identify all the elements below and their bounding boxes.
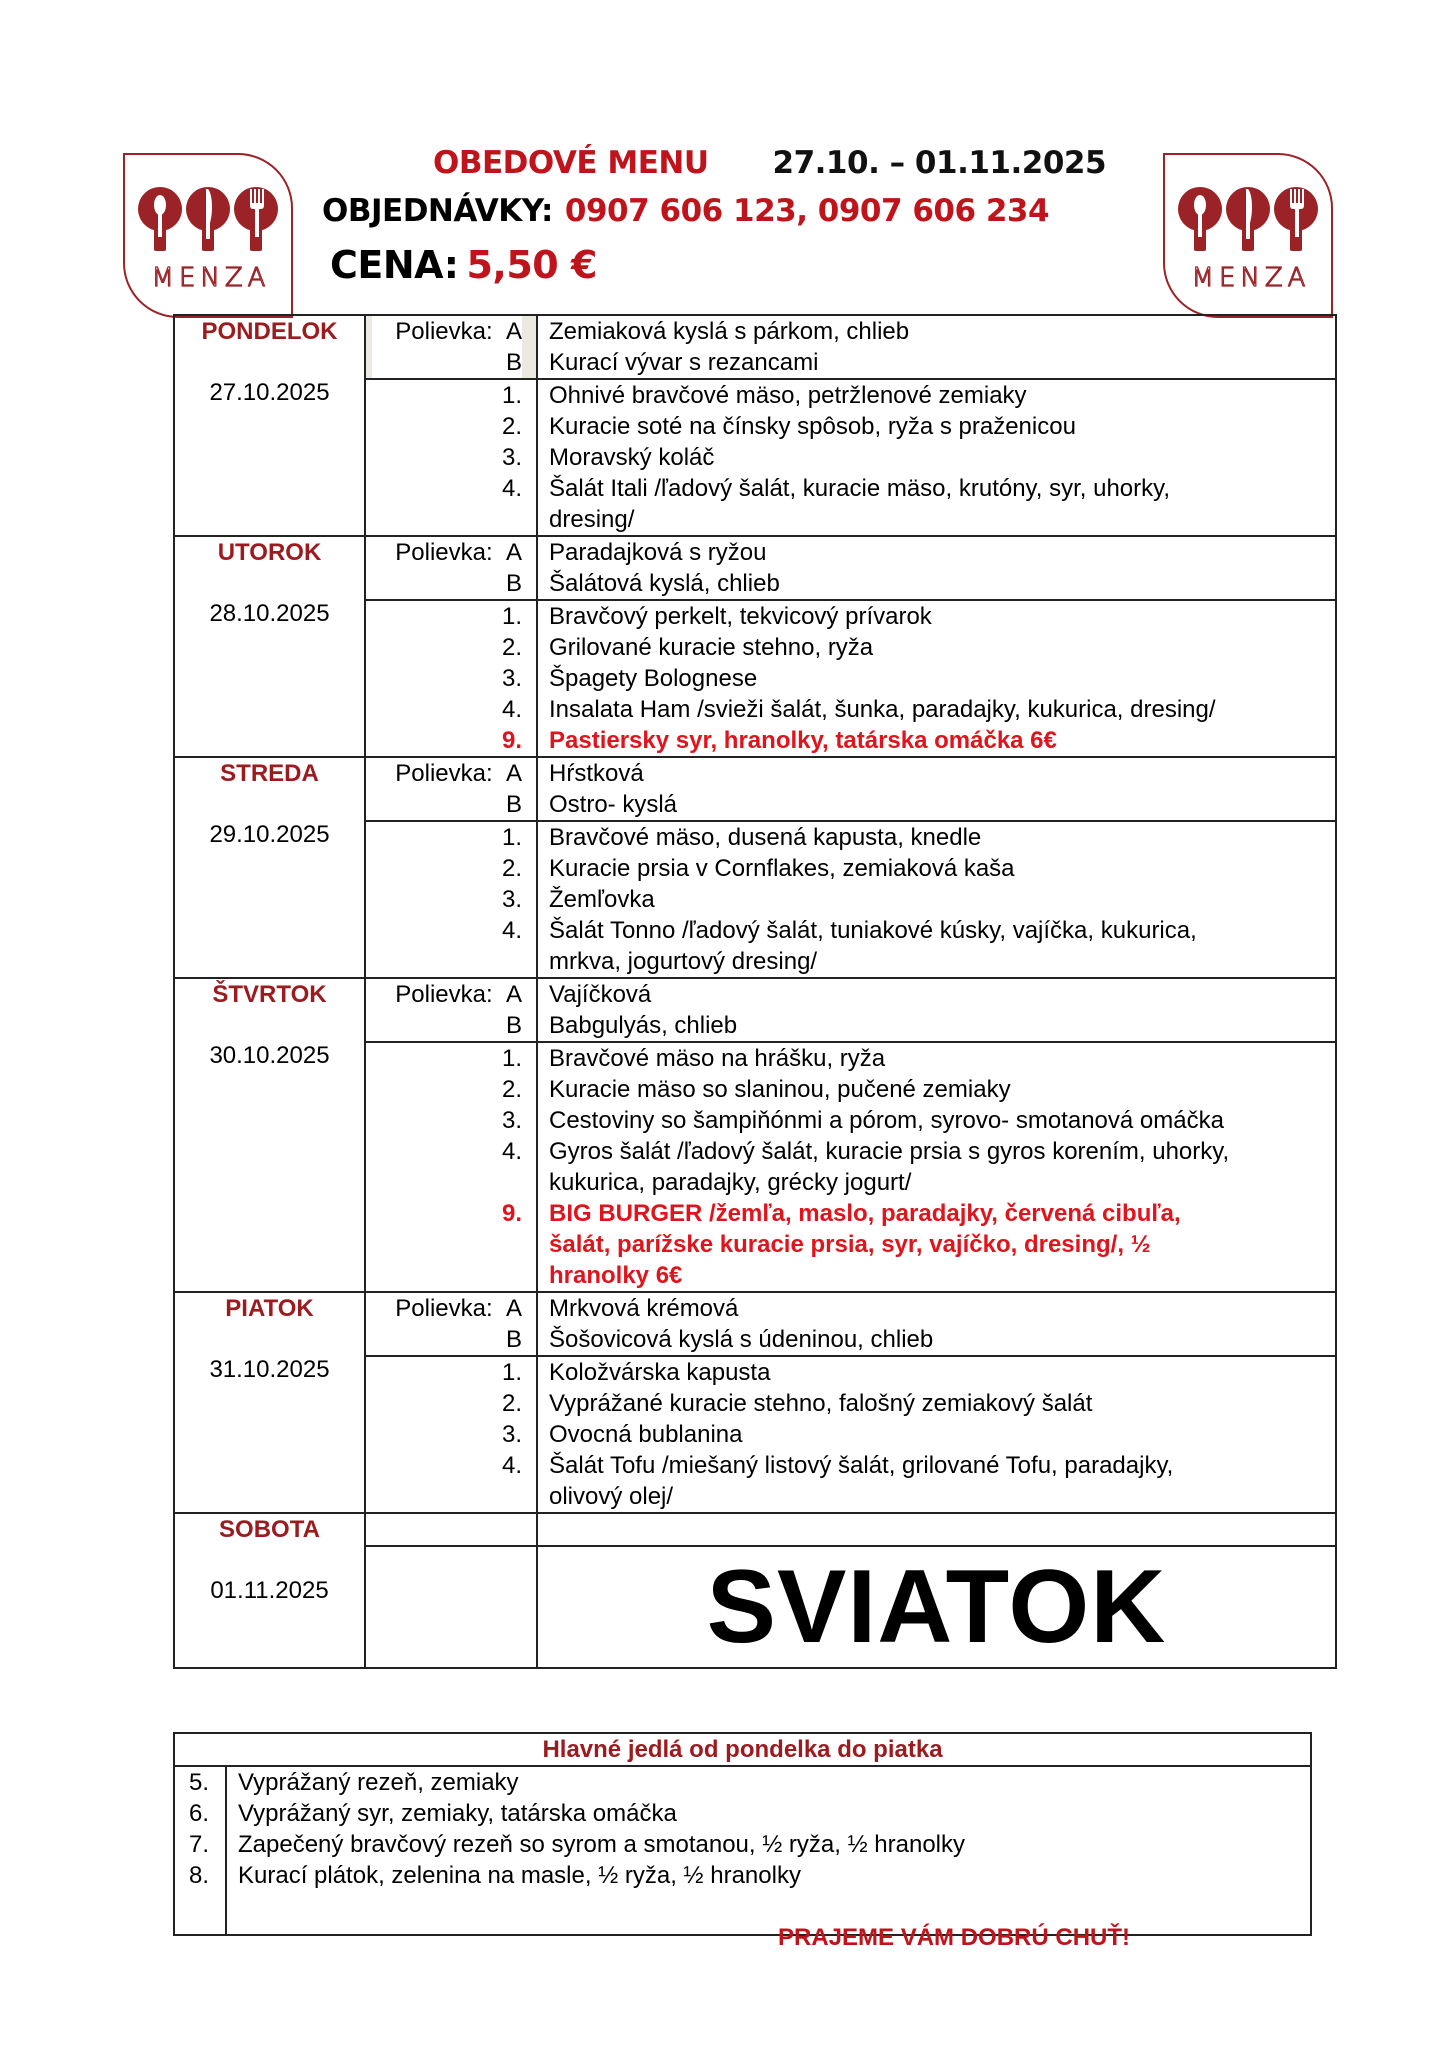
soup-description: Šalátová kyslá, chlieb (549, 570, 780, 597)
meal-number: 2. (501, 855, 522, 882)
meal-number: 9. (501, 1200, 522, 1227)
soup-code-line (366, 979, 536, 1010)
soup-description: Kurací vývar s rezancami (549, 349, 819, 376)
spacer (366, 1167, 536, 1198)
soup-label: Polievka: (395, 760, 493, 787)
item-description: Kurací plátok, zelenina na masle, ½ ryža, ½ hranolky (238, 1862, 801, 1889)
soup-code: A (505, 318, 522, 345)
day-name: UTOROK (217, 539, 322, 566)
meal-numbers (365, 821, 537, 978)
day-name: PIATOK (225, 1295, 314, 1322)
special-meal-line: BIG BURGER /žemľa, maslo, paradajky, červená cibuľa, (549, 1200, 1181, 1227)
day-date: 01.11.2025 (210, 1577, 329, 1604)
meal-line: olivový olej/ (549, 1483, 674, 1510)
meal-number: 2. (501, 634, 522, 661)
meal-line: dresing/ (549, 506, 635, 533)
soup-code: B (505, 1326, 522, 1353)
menu-title-text: OBEDOVÉ MENU (433, 145, 709, 181)
meal-numbers (365, 1042, 537, 1292)
meal-number: 3. (501, 886, 522, 913)
soup-code-line (366, 537, 536, 568)
meal-line: Koložvárska kapusta (549, 1359, 771, 1386)
soup-description: Zemiaková kyslá s párkom, chlieb (549, 318, 910, 345)
soup-code-line (366, 316, 536, 347)
meal-number: 1. (501, 1045, 522, 1072)
soup-description: Vajíčková (549, 981, 652, 1008)
day-date: 27.10.2025 (209, 379, 330, 406)
spacer (366, 1260, 536, 1291)
meal-descriptions (537, 379, 1336, 536)
item-description: Vyprážaný rezeň, zemiaky (238, 1769, 519, 1796)
menu-date-range: 27.10. – 01.11.2025 (772, 145, 1107, 181)
item-number: 6. (189, 1800, 210, 1827)
soup-descriptions (537, 978, 1336, 1042)
day-date: 29.10.2025 (209, 821, 330, 848)
special-meal-line: hranolky 6€ (549, 1262, 683, 1289)
item-number: 8. (189, 1862, 210, 1889)
meal-line: Šalát Itali /ľadový šalát, kuracie mäso, krutóny, syr, uhorky, (549, 475, 1171, 502)
item-number: 7. (189, 1831, 210, 1858)
day-cell (174, 315, 365, 536)
meal-line: Ovocná bublanina (549, 1421, 743, 1448)
meal-line: Moravský koláč (549, 444, 715, 471)
meal-numbers (365, 600, 537, 757)
day-cell (174, 978, 365, 1292)
soup-code-line (366, 568, 536, 599)
meal-number: 9. (501, 727, 522, 754)
meal-number: 4. (501, 696, 522, 723)
meal-descriptions (537, 600, 1336, 757)
soup-code: B (505, 349, 522, 376)
price-label: CENA: (330, 243, 459, 287)
soup-code-line (366, 758, 536, 789)
meal-numbers (365, 1356, 537, 1513)
day-date: 31.10.2025 (209, 1356, 330, 1383)
logo-wordmark: MENZA (151, 263, 271, 293)
meal-number: 1. (501, 824, 522, 851)
meal-number: 2. (501, 1390, 522, 1417)
item-description: Zapečený bravčový rezeň so syrom a smotanou, ½ ryža, ½ hranolky (238, 1831, 965, 1858)
soup-code: A (505, 760, 522, 787)
meal-number: 3. (501, 665, 522, 692)
soup-code-line (366, 1324, 536, 1355)
orders-label: OBJEDNÁVKY: (322, 193, 553, 229)
day-cell (174, 536, 365, 757)
meal-line: Bravčové mäso, dusená kapusta, knedle (549, 824, 982, 851)
meal-descriptions (537, 1042, 1336, 1292)
weekday-mains-table (173, 1732, 1312, 1936)
meal-line: Bravčový perkelt, tekvicový prívarok (549, 603, 932, 630)
soup-codes (365, 1292, 537, 1356)
soup-label: Polievka: (395, 981, 493, 1008)
meal-line: Bravčové mäso na hrášku, ryža (549, 1045, 886, 1072)
soup-label: Polievka: (395, 318, 493, 345)
meal-line: Kuracie soté na čínsky spôsob, ryža s praženicou (549, 413, 1076, 440)
meal-line: Šalát Tonno /ľadový šalát, tuniakové kúsky, vajíčka, kukurica, (549, 917, 1197, 944)
soup-code-line (366, 789, 536, 820)
meal-number: 2. (501, 1076, 522, 1103)
soup-code-line (366, 1293, 536, 1324)
price-value: 5,50 € (466, 243, 597, 287)
meal-line: mrkva, jogurtový dresing/ (549, 948, 818, 975)
menu-title (433, 145, 1106, 181)
price-line (330, 243, 597, 287)
day-name: STREDA (220, 760, 319, 787)
meal-number: 2. (501, 413, 522, 440)
soup-code: B (505, 570, 522, 597)
soup-descriptions (537, 1292, 1336, 1356)
orders-line (322, 193, 1049, 229)
meal-line: Šalát Tofu /miešaný listový šalát, grilované Tofu, paradajky, (549, 1452, 1174, 1479)
day-cell (174, 1513, 365, 1668)
meal-descriptions (537, 821, 1336, 978)
empty-cell (365, 1546, 537, 1668)
cutlery-icon (137, 183, 281, 255)
soup-codes (365, 978, 537, 1042)
meal-number: 3. (501, 1107, 522, 1134)
soup-description: Ostro- kyslá (549, 791, 678, 818)
day-cell (174, 1292, 365, 1513)
meal-line: Ohnivé bravčové mäso, petržlenové zemiaky (549, 382, 1027, 409)
soup-descriptions (537, 315, 1336, 379)
meal-number: 3. (501, 444, 522, 471)
day-date: 30.10.2025 (209, 1042, 330, 1069)
spacer (366, 1229, 536, 1260)
soup-descriptions (537, 536, 1336, 600)
day-soup-row (174, 757, 1336, 821)
meal-number: 1. (501, 382, 522, 409)
soup-label: Polievka: (395, 539, 493, 566)
meal-line: Gyros šalát /ľadový šalát, kuracie prsia s gyros korením, uhorky, (549, 1138, 1230, 1165)
soup-codes (365, 757, 537, 821)
meal-line: kukurica, paradajky, grécky jogurt/ (549, 1169, 912, 1196)
logo-wordmark: MENZA (1191, 263, 1311, 293)
day-cell (174, 757, 365, 978)
cutlery-icon (1177, 183, 1321, 255)
day-date: 28.10.2025 (209, 600, 330, 627)
empty-cell (537, 1513, 1336, 1546)
day-soup-row (174, 315, 1336, 379)
weekday-mains-title: Hlavné jedlá od pondelka do piatka (174, 1733, 1311, 1766)
meal-line: Žemľovka (549, 886, 655, 913)
soup-code-line (366, 347, 536, 378)
soup-code: A (505, 1295, 522, 1322)
soup-description: Šošovicová kyslá s údeninou, chlieb (549, 1326, 934, 1353)
spacer (366, 504, 536, 535)
soup-description: Hŕstková (549, 760, 644, 787)
menza-logo-left (123, 153, 293, 318)
day-name: ŠTVRTOK (212, 981, 327, 1008)
item-description: Vyprážaný syr, zemiaky, tatárska omáčka (238, 1800, 677, 1827)
meal-number: 4. (501, 1138, 522, 1165)
soup-description: Mrkvová krémová (549, 1295, 739, 1322)
meal-line: Kuracie prsia v Cornflakes, zemiaková kaša (549, 855, 1015, 882)
soup-code: A (505, 539, 522, 566)
weekly-menu-table (173, 314, 1337, 1669)
saturday-row (174, 1513, 1336, 1546)
special-meal-line: šalát, parížske kuracie prsia, syr, vajíčko, dresing/, ½ (549, 1231, 1151, 1258)
spacer (366, 946, 536, 977)
soup-descriptions (537, 757, 1336, 821)
meal-line: Cestoviny so šampiňónmi a pórom, syrovo- smotanová omáčka (549, 1107, 1224, 1134)
soup-code: B (505, 791, 522, 818)
spacer (366, 1481, 536, 1512)
footer-greeting: PRAJEME VÁM DOBRÚ CHUŤ! (778, 1924, 1131, 1951)
meal-number: 4. (501, 475, 522, 502)
empty-cell (365, 1513, 537, 1546)
meal-line: Kuracie mäso so slaninou, pučené zemiaky (549, 1076, 1011, 1103)
special-meal-line: Pastiersky syr, hranolky, tatárska omáčka 6€ (549, 727, 1057, 754)
soup-label: Polievka: (395, 1295, 493, 1322)
meal-numbers (365, 379, 537, 536)
item-number: 5. (189, 1769, 210, 1796)
weekday-mains-numbers (174, 1766, 226, 1935)
meal-line: Grilované kuracie stehno, ryža (549, 634, 874, 661)
soup-code-line (366, 1010, 536, 1041)
meal-number: 4. (501, 1452, 522, 1479)
weekday-mains-descriptions (226, 1766, 1311, 1935)
day-soup-row (174, 978, 1336, 1042)
soup-codes (365, 315, 537, 379)
meal-number: 4. (501, 917, 522, 944)
soup-description: Paradajková s ryžou (549, 539, 767, 566)
soup-code: A (505, 981, 522, 1008)
day-soup-row (174, 536, 1336, 600)
day-name: PONDELOK (201, 318, 338, 345)
soup-code: B (505, 1012, 522, 1039)
menza-logo-right (1163, 153, 1333, 318)
meal-number: 1. (501, 603, 522, 630)
orders-phones: 0907 606 123, 0907 606 234 (564, 193, 1050, 229)
holiday-label: SVIATOK (537, 1546, 1336, 1668)
meal-number: 3. (501, 1421, 522, 1448)
day-name: SOBOTA (219, 1516, 320, 1543)
meal-descriptions (537, 1356, 1336, 1513)
day-soup-row (174, 1292, 1336, 1356)
soup-description: Babgulyás, chlieb (549, 1012, 738, 1039)
meal-line: Vyprážané kuracie stehno, falošný zemiakový šalát (549, 1390, 1093, 1417)
meal-line: Špagety Bolognese (549, 665, 758, 692)
soup-codes (365, 536, 537, 600)
meal-number: 1. (501, 1359, 522, 1386)
meal-line: Insalata Ham /svieži šalát, šunka, paradajky, kukurica, dresing/ (549, 696, 1216, 723)
